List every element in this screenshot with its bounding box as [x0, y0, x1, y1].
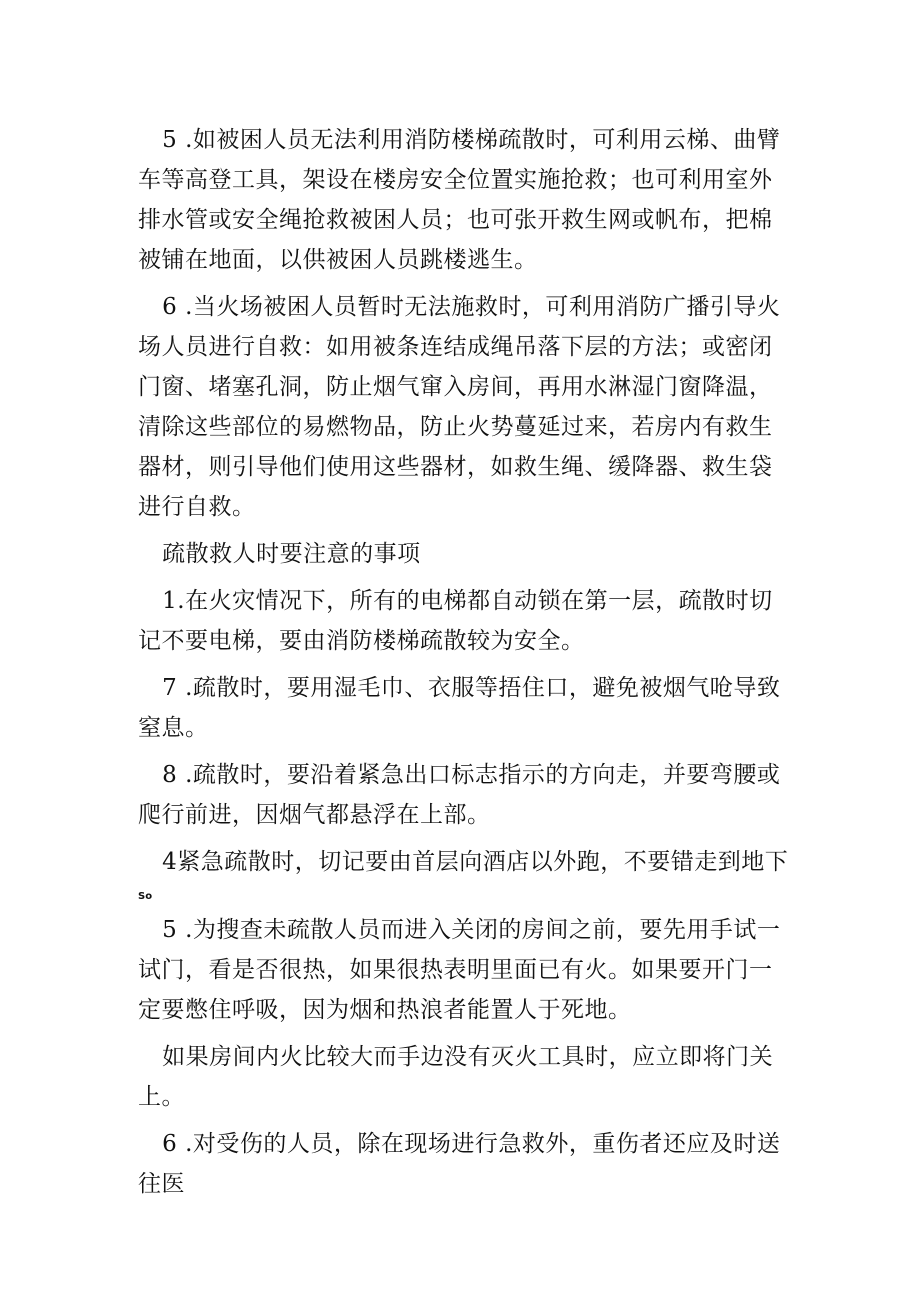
- document-body: [138, 120, 790, 1204]
- paragraph-injured-persons: 6 .对受伤的人员，除在现场进行急救外，重伤者还应及时送往医: [138, 1131, 781, 1197]
- paragraph-close-door: 如果房间内火比较大而手边没有灭火工具时，应立即将门关上。: [138, 1044, 774, 1110]
- stray-text-fragment: So: [138, 891, 153, 902]
- paragraph-exit-signs: 8 .疏散时，要沿着紧急出口标志指示的方向走，并要弯腰或爬行前进，因烟气都悬浮在上部。: [138, 762, 781, 828]
- paragraph-rescue-tools: 5 .如被困人员无法利用消防楼梯疏散时，可利用云梯、曲臂车等高登工具，架设在楼房安全位置实施抢救；也可利用室外排水管或安全绳抢救被困人员；也可张开救生网或帆布，把棉被铺在地面，以供被困人员跳楼逃生。: [138, 127, 781, 273]
- paragraph-wet-towel: 7 .疏散时，要用湿毛巾、衣服等捂住口，避免被烟气呛导致窒息。: [138, 675, 781, 741]
- paragraph-elevator-warning: 1.在火灾情况下，所有的电梯都自动锁在第一层，疏散时切记不要电梯，要由消防楼梯疏散较为安全。: [138, 588, 773, 654]
- paragraph-door-check: 5 .为搜查未疏散人员而进入关闭的房间之前，要先用手试一试门，看是否很热，如果很热表明里面已有火。如果要开门一定要憋住呼吸，因为烟和热浪者能置人于死地。: [138, 917, 781, 1023]
- paragraph-ground-floor-exit: 4紧急疏散时，切记要由首层向酒店以外跑，不要错走到地下: [162, 849, 789, 875]
- paragraph-self-rescue-guidance: 6 .当火场被困人员暂时无法施救时，可利用消防广播引导火场人员进行自救：如用被条连结成绳吊落下层的方法；或密闭门窗、堵塞孔洞，防止烟气窜入房间，再用水淋湿门窗降温，清除这些部位的易燃物品，防止火势蔓延过来，若房内有救生器材，则引导他们使用这些器材，如救生绳、缓降器、救生袋进行自救。: [138, 294, 781, 520]
- section-heading-evacuation-notes: 疏散救人时要注意的事项: [162, 541, 421, 567]
